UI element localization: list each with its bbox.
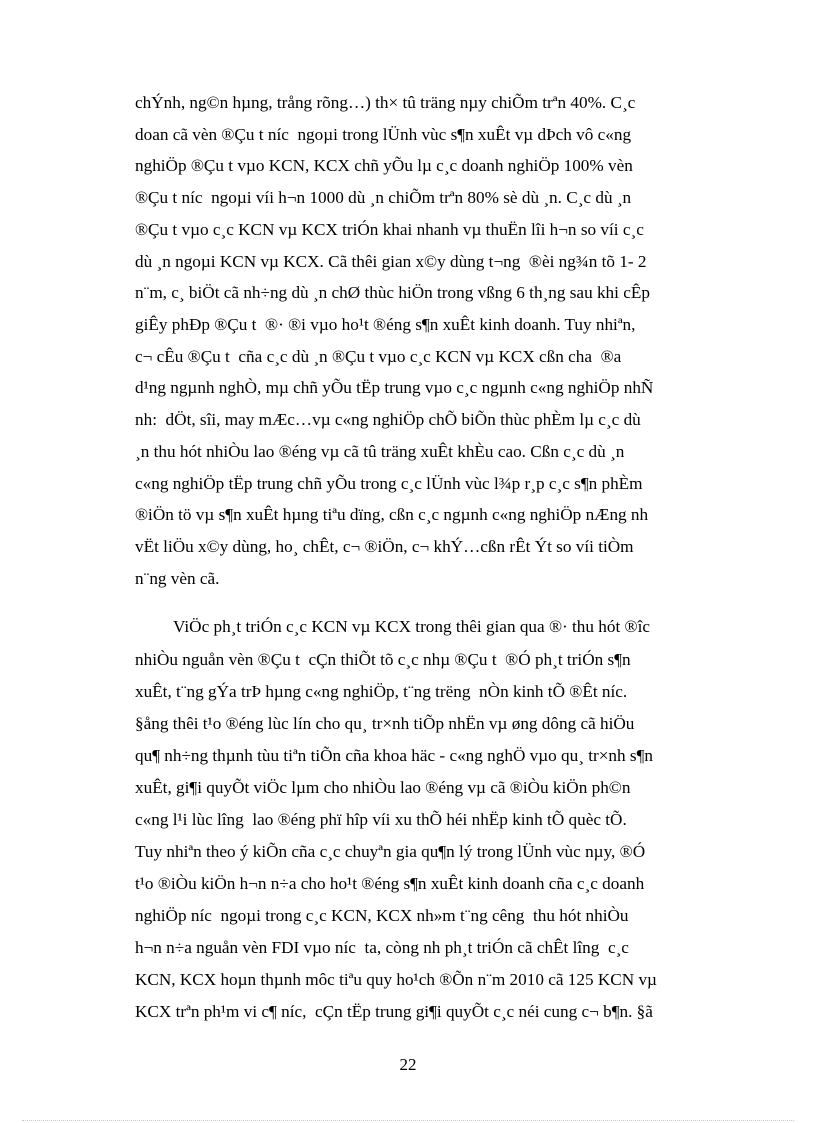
text-line: doan cã vèn ®Çu t níc ngoµi trong lÜnh vùc s¶n xuÊt vµ dÞch vô c«ng: [135, 125, 632, 144]
text-line: h¬n n÷a nguån vèn FDI vµo níc ta, còng nh ph¸t triÓn cã chÊt lîng c¸c: [135, 938, 629, 957]
page-bottom-divider: [22, 1120, 794, 1121]
text-line: chÝnh, ng©n hµng, trång rõng…) th× tû träng nµy chiÕm trªn 40%. C¸c: [135, 93, 636, 112]
text-line: n¨m, c¸ biÖt cã nh÷ng dù ¸n chØ thùc hiÖn trong vßng 6 th¸ng sau khi cÊp: [135, 283, 650, 302]
text-line: ¸n thu hót nhiÒu lao ®éng vµ cã tû träng xuÊt khÈu cao. Cßn c¸c dù ¸n: [135, 442, 625, 461]
text-line: KCX trªn ph¹m vi c¶ níc, cÇn tËp trung gi¶i quyÕt c¸c néi cung c¬ b¶n. §ã: [135, 1002, 653, 1021]
text-line: c«ng nghiÖp tËp trung chñ yÕu trong c¸c lÜnh vùc l¾p r¸p c¸c s¶n phÈm: [135, 474, 643, 493]
text-line: xuÊt, t¨ng gÝa trÞ hµng c«ng nghiÖp, t¨ng trëng nÒn kinh tÕ ®Êt níc.: [135, 682, 628, 701]
text-line: nghiÖp níc ngoµi trong c¸c KCN, KCX nh»m t¨ng cêng thu hót nhiÒu: [135, 906, 629, 925]
text-line: qu¶ nh÷ng thµnh tùu tiªn tiÕn cña khoa häc - c«ng nghÖ vµo qu¸ tr×nh s¶n: [135, 746, 653, 765]
text-line: xuÊt, gi¶i quyÕt viÖc lµm cho nhiÒu lao ®éng vµ cã ®iÒu kiÖn ph©n: [135, 778, 631, 797]
text-line: n¨ng vèn cã.: [135, 569, 220, 588]
text-line: §ång thêi t¹o ®éng lùc lín cho qu¸ tr×nh tiÕp nhËn vµ øng dông cã hiÖu: [135, 714, 635, 733]
text-line: vËt liÖu x©y dùng, ho¸ chÊt, c¬ ®iÖn, c¬ khÝ…cßn rÊt Ýt so víi tiÒm: [135, 537, 634, 556]
page-number: 22: [399, 1055, 417, 1074]
text-line: ®iÖn tö vµ s¶n xuÊt hµng tiªu dïng, cßn c¸c ngµnh c«ng nghiÖp nÆng nh: [135, 505, 649, 524]
text-line: nh: dÖt, sîi, may mÆc…vµ c«ng nghiÖp chÕ biÕn thùc phÈm lµ c¸c dù: [135, 410, 641, 429]
text-line: c¬ cÊu ®Çu t cña c¸c dù ¸n ®Çu t vµo c¸c KCN vµ KCX cßn cha ®a: [135, 347, 622, 366]
text-line: t¹o ®iÒu kiÖn h¬n n÷a cho ho¹t ®éng s¶n xuÊt kinh doanh cña c¸c doanh: [135, 874, 645, 893]
text-line: ViÖc ph¸t triÓn c¸c KCN vµ KCX trong thêi gian qua ®· thu hót ®îc: [173, 617, 651, 636]
text-line: KCN, KCX hoµn thµnh môc tiªu quy ho¹ch ®Õn n¨m 2010 cã 125 KCN vµ: [135, 970, 657, 989]
text-line: nghiÖp ®Çu t vµo KCN, KCX chñ yÕu lµ c¸c doanh nghiÖp 100% vèn: [135, 156, 633, 175]
text-line: d¹ng ngµnh nghÒ, mµ chñ yÕu tËp trung vµo c¸c ngµnh c«ng nghiÖp nhÑ: [135, 378, 654, 397]
text-line: ®Çu t vµo c¸c KCN vµ KCX triÓn khai nhanh vµ thuËn lîi h¬n so víi c¸c: [135, 220, 644, 239]
text-line: Tuy nhiªn theo ý kiÕn cña c¸c chuyªn gia qu¶n lý trong lÜnh vùc nµy, ®Ó: [135, 842, 646, 861]
text-line: dù ¸n ngoµi KCN vµ KCX. Cã thêi gian x©y dùng t¬ng ®èi ng¾n tõ 1- 2: [135, 252, 647, 271]
text-line: c«ng l¹i lùc lîng lao ®éng phï hîp víi xu thÕ héi nhËp kinh tÕ quèc tÕ.: [135, 810, 627, 829]
text-line: giÊy phÐp ®Çu t ®· ®i vµo ho¹t ®éng s¶n xuÊt kinh doanh. Tuy nhiªn,: [135, 315, 636, 334]
text-line: ®Çu t níc ngoµi víi h¬n 1000 dù ¸n chiÕm trªn 80% sè dù ¸n. C¸c dù ¸n: [135, 188, 632, 207]
text-line: nhiÒu nguån vèn ®Çu t cÇn thiÕt tõ c¸c nhµ ®Çu t ®Ó ph¸t triÓn s¶n: [135, 650, 631, 669]
